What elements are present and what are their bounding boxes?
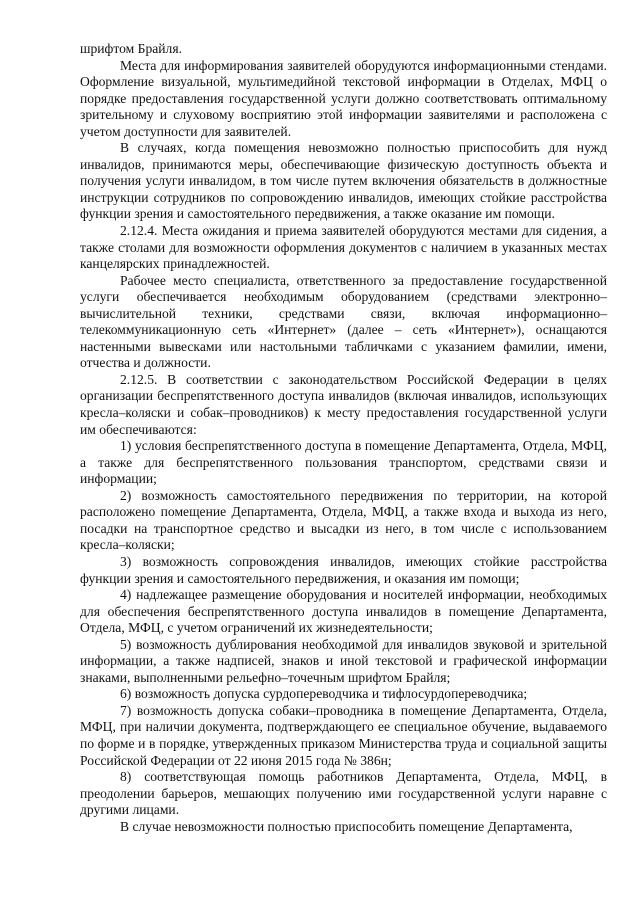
list-item-1: 1) условия беспрепятственного доступа в помещение Департамента, Отдела, МФЦ, а также для беспрепятственного пользования транспортом, средствами связи и информации; xyxy=(80,438,607,487)
paragraph-braille-end: шрифтом Брайля. xyxy=(80,41,182,56)
list-item-6: 6) возможность допуска сурдопереводчика и тифлосурдопереводчика; xyxy=(120,686,528,702)
list-item-3: 3) возможность сопровождения инвалидов, имеющих стойкие расстройства функции зрения и самостоятельного передвижения, и оказания им помощи; xyxy=(80,553,607,586)
list-item-2: 2) возможность самостоятельного передвижения по территории, на которой расположено помещение Департамента, Отдела, МФЦ, а также входа и выхода из него, посадки на транспортное средство и высадки из него, в том числе с использованием кресла–коляски; xyxy=(80,487,607,553)
list-item-5: 5) возможность дублирования необходимой для инвалидов звуковой и зрительной информации, а также надписей, знаков и иной текстовой и графической информации знаками, выполненными рельефно–точечным шрифтом Брайля; xyxy=(80,636,607,685)
list-item-4: 4) надлежащее размещение оборудования и носителей информации, необходимых для обеспечения беспрепятственного доступа инвалидов в помещение Департамента, Отдела, МФЦ, с учетом ограничений их жизнедеятельности; xyxy=(80,587,607,636)
document-body xyxy=(80,41,607,835)
paragraph-workplace: Рабочее место специалиста, ответственного за предоставление государственной услуги обеспечивается необходимым оборудованием (средствами электронно–вычислительной техники, средствами связи, включая информационно–телекоммуникационную сеть «Интернет» (далее – сеть «Интернет»), оснащаются настенными вывесками или настольными табличками с указанием фамилии, имени, отчества и должности. xyxy=(80,272,607,371)
paragraph-2-12-4: 2.12.4. Места ожидания и приема заявителей оборудуются местами для сидения, а также столами для возможности оформления документов с наличием в указанных местах канцелярских принадлежностей. xyxy=(80,223,607,272)
paragraph-premises-adaptation: В случаях, когда помещения невозможно полностью приспособить для нужд инвалидов, принимаются меры, обеспечивающие физическую доступность объекта и получения услуги инвалидом, в том числе путем включения обязательств в должностные инструкции сотрудников по сопровождению инвалидов, имеющих стойкие расстройства функции зрения и самостоятельного передвижения, а также оказание им помощи. xyxy=(80,140,607,222)
paragraph-info-stands: Места для информирования заявителей оборудуются информационными стендами. Оформление визуальной, мультимедийной текстовой информации в Отделах, МФЦ о порядке предоставления государственной услуги должно соответствовать оптимальному зрительному и слуховому восприятию этой информации заявителями и расположена с учетом доступности для заявителей. xyxy=(80,57,607,139)
paragraph-final: В случае невозможности полностью приспособить помещение Департамента, xyxy=(120,818,573,834)
list-item-7: 7) возможность допуска собаки–проводника в помещение Департамента, Отдела, МФЦ, при наличии документа, подтверждающего ее специальное обучение, выдаваемого по форме и в порядке, утвержденных приказом Министерства труда и социальной защиты Российской Федерации от 22 июня 2015 года № 386н; xyxy=(80,702,607,768)
paragraph-2-12-5: 2.12.5. В соответствии с законодательством Российской Федерации в целях организации беспрепятственного доступа инвалидов (включая инвалидов, использующих кресла–коляски и собак–проводников) к месту предоставления государственной услуги им обеспечиваются: xyxy=(80,371,607,437)
list-item-8: 8) соответствующая помощь работников Департамента, Отдела, МФЦ, в преодолении барьеров, мешающих получению ими государственной услуги наравне с другими лицами. xyxy=(80,769,607,818)
